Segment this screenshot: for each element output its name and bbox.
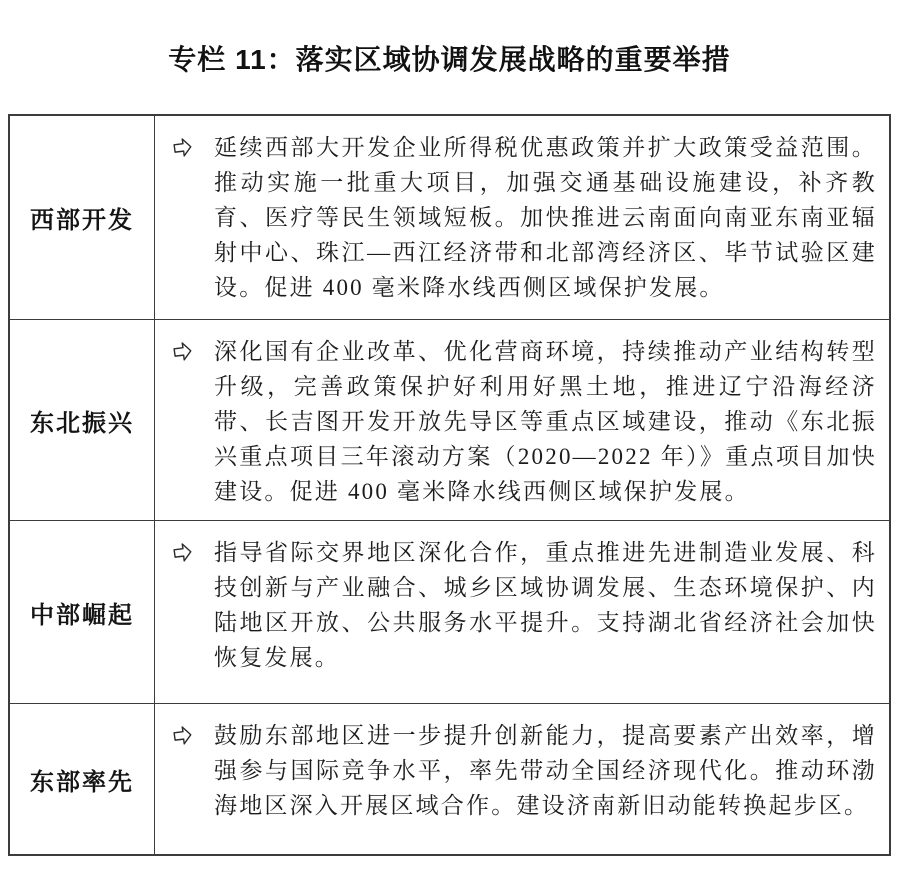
table-row	[10, 520, 889, 703]
region-label-east: 东部率先	[10, 704, 155, 854]
table-row	[10, 116, 889, 319]
document-page	[0, 44, 899, 885]
rightwards-white-arrow-icon	[171, 339, 194, 368]
measures-cell	[155, 521, 889, 703]
measures-text: 鼓励东部地区进一步提升创新能力，提高要素产出效率，增强参与国际竞争水平，率先带动全国经济现代化。推动环渤海地区深入开展区域合作。建设济南新旧动能转换起步区。	[214, 723, 877, 818]
region-label-west: 西部开发	[10, 116, 155, 319]
table-row	[10, 703, 889, 854]
table-row	[10, 319, 889, 520]
page-title: 专栏 11：落实区域协调发展战略的重要举措	[168, 44, 731, 75]
measures-text: 延续西部大开发企业所得税优惠政策并扩大政策受益范围。推动实施一批重大项目，加强交通基础设施建设，补齐教育、医疗等民生领域短板。加快推进云南面向南亚东南亚辐射中心、珠江—西江经济带和北部湾经济区、毕节试验区建设。促进 400 毫米降水线西侧区域保护发展。	[214, 135, 877, 300]
measures-cell	[155, 320, 889, 520]
measures-cell	[155, 704, 889, 854]
measures-text: 指导省际交界地区深化合作，重点推进先进制造业发展、科技创新与产业融合、城乡区域协调发展、生态环境保护、内陆地区开放、公共服务水平提升。支持湖北省经济社会加快恢复发展。	[214, 540, 877, 670]
measures-cell	[155, 116, 889, 319]
rightwards-white-arrow-icon	[171, 723, 194, 752]
region-label-northeast: 东北振兴	[10, 320, 155, 520]
region-label-central: 中部崛起	[10, 521, 155, 703]
rightwards-white-arrow-icon	[171, 540, 194, 569]
rightwards-white-arrow-icon	[171, 135, 194, 164]
measures-text: 深化国有企业改革、优化营商环境，持续推动产业结构转型升级，完善政策保护好利用好黑土地，推进辽宁沿海经济带、长吉图开发开放先导区等重点区域建设，推动《东北振兴重点项目三年滚动方案（2020—2022 年）》重点项目加快建设。促进 400 毫米降水线西侧区域保护发展。	[214, 339, 877, 504]
measures-table	[8, 114, 891, 856]
